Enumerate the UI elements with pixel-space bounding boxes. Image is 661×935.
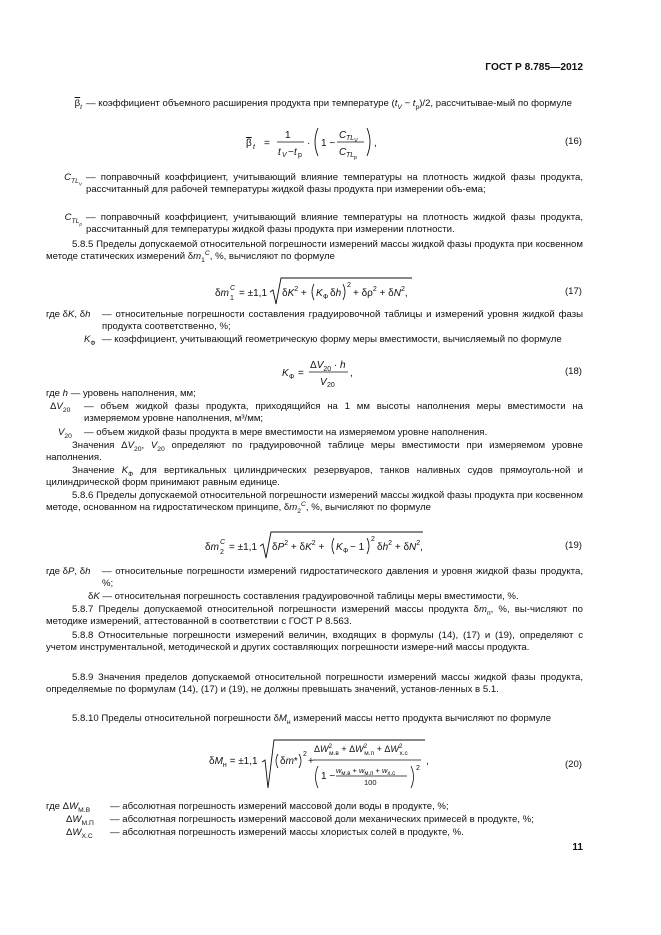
definition-symbol: $K_Ф$ bbox=[84, 334, 96, 347]
svg-text:K: K bbox=[316, 288, 323, 299]
paragraph-kf: Значение $K_Ф$ для вертикальных цилиндрических резервуаров, танков наливных судов прямоуголь-ной и цилиндрической форм принимают равным единице. bbox=[46, 465, 584, 489]
equation-16-graphic bbox=[0, 122, 661, 162]
svg-text:+: + bbox=[308, 756, 314, 767]
equation-number: (17) bbox=[564, 285, 582, 297]
equation-18-graphic bbox=[0, 352, 661, 392]
svg-text:= ±1,1: = ±1,1 bbox=[229, 542, 258, 553]
svg-text:t: t bbox=[278, 147, 281, 158]
page-number: 11 bbox=[572, 842, 583, 853]
svg-text:δMн = ±1,1: $\delta M_н = \pm 1,1$ bbox=[209, 756, 258, 769]
where-20-xs bbox=[46, 827, 583, 839]
equation-17-graphic bbox=[0, 272, 661, 312]
svg-text:100: 100 bbox=[364, 778, 377, 787]
definition-symbol: $C_{TL_р}$ bbox=[64, 212, 82, 227]
definition-beta bbox=[46, 98, 583, 110]
svg-text:V: V bbox=[282, 152, 287, 159]
definition-ctlr bbox=[46, 212, 583, 236]
definition-symbol: $\Delta W_{М.П}$ bbox=[66, 814, 94, 827]
svg-text:Ф: Ф bbox=[289, 374, 295, 381]
definition-text: — абсолютная погрешность измерений массы хлористых солей в продукте, %. bbox=[110, 827, 464, 838]
equation-19 bbox=[0, 526, 661, 566]
equation-number: (16) bbox=[564, 135, 582, 147]
svg-text:− 1: − 1 bbox=[350, 542, 365, 553]
definition-symbol: $\Delta V_{20}$ bbox=[50, 401, 71, 414]
paragraph-values: Значения $\Delta V_{20}$, $V_{20}$ определяют по градуировочной таблице меры вместимости при измеряемом уровне наполнения. bbox=[46, 440, 583, 464]
svg-text:δK2 +: $\delta K^2$ + bbox=[282, 286, 307, 299]
equation-17 bbox=[0, 272, 661, 312]
svg-text:C: C bbox=[339, 147, 347, 158]
svg-text:2: 2 bbox=[371, 536, 375, 543]
svg-text:1: 1 bbox=[230, 295, 234, 302]
definition-text: — абсолютная погрешность измерений массовой доли воды в продукте, %; bbox=[110, 801, 449, 812]
where-20-mv bbox=[46, 801, 583, 813]
svg-text:t: t bbox=[253, 144, 255, 151]
svg-text:TL: TL bbox=[346, 152, 355, 159]
svg-text:ΔV20 · h: $\Delta V_{20} \cdot h$ bbox=[310, 360, 346, 373]
definition-symbol: $V_{20}$ bbox=[58, 427, 72, 440]
definition-symbol: $C_{TL_V}$ bbox=[64, 172, 82, 187]
where-17-b bbox=[46, 334, 583, 346]
svg-text:K: K bbox=[336, 542, 343, 553]
definition-text: — поправочный коэффициент, учитывающий влияние температуры на плотность жидкой фазы продукта, рассчитанный для рабочей температуры жидкой фазы продукта при измерении объ-ема; bbox=[86, 172, 583, 196]
svg-text:δm*: δm* bbox=[280, 756, 298, 767]
svg-text:t: t bbox=[294, 147, 297, 158]
svg-text:2: 2 bbox=[303, 751, 307, 758]
equation-number: (18) bbox=[564, 365, 582, 377]
svg-text:=: = bbox=[298, 368, 304, 379]
svg-text:·: · bbox=[307, 138, 311, 149]
svg-text:Ф: Ф bbox=[343, 548, 349, 555]
equation-18 bbox=[0, 352, 661, 392]
svg-text:V: V bbox=[320, 377, 327, 388]
svg-text:wм.в + wм.п + wх.с: $w_{м.в} + w_{м.п} + w_{х.с}$ bbox=[336, 766, 396, 777]
definition-ctlv bbox=[46, 172, 583, 196]
svg-text:1: 1 bbox=[285, 130, 291, 141]
svg-text:δP2 + δK2 +: $\delta P^2 + \delta K^2$ + bbox=[272, 540, 325, 553]
svg-text:C: C bbox=[339, 130, 347, 141]
svg-text:2: 2 bbox=[416, 765, 420, 772]
paragraph-5-8-6: 5.8.6 Пределы допускаемой относительной погрешности измерений массы жидкой фазы продукта при косвенном методе, основанном на гидростатическом принципе, $\delta m_2^C$, %, вычисляют по формуле bbox=[46, 490, 583, 516]
svg-text:δm: δm bbox=[215, 288, 229, 299]
definition-text: — поправочный коэффициент, учитывающий влияние температуры на плотность жидкой фазы продукта, рассчитанный для температуры жидкой фазы продукта при измерении плотности. bbox=[86, 212, 583, 236]
definition-text: — относительные погрешности составления градуировочной таблицы и измерений уровня жидкой фазы продукта соответственно, %; bbox=[102, 309, 583, 333]
paragraph-5-8-10: 5.8.10 Пределы относительной погрешности $\delta M_н$ измерений массы нетто продукта вычисляют по формуле bbox=[72, 713, 552, 726]
svg-text:C: C bbox=[220, 539, 226, 546]
definition-symbol: где δP, δh bbox=[46, 566, 91, 577]
svg-text:TL: TL bbox=[346, 135, 355, 142]
svg-text:= ±1,1: = ±1,1 bbox=[239, 288, 268, 299]
svg-text:2: 2 bbox=[220, 549, 224, 556]
where-18-v bbox=[46, 427, 583, 439]
paragraph-5-8-7: 5.8.7 Пределы допускаемой относительной погрешности измерений массы продукта $\delta m_п$, %, вы-числяют по методике измерений, аттестованной в соответствии с ГОСТ Р 8.563. bbox=[46, 604, 583, 628]
svg-text:1 −: 1 − bbox=[321, 771, 336, 782]
definition-symbol: $\Delta W_{Х.С}$ bbox=[66, 827, 93, 840]
equation-20-graphic bbox=[0, 736, 661, 794]
definition-text: — коэффициент, учитывающий геометрическую форму меры вместимости, вычисляемый по формуле bbox=[102, 334, 562, 345]
document-id-header: ГОСТ Р 8.785—2012 bbox=[485, 62, 583, 73]
definition-text: — уровень наполнения, мм; bbox=[70, 388, 196, 399]
svg-text:,: , bbox=[426, 756, 429, 767]
svg-text:C: C bbox=[230, 285, 236, 292]
where-20-mp bbox=[46, 814, 583, 826]
paragraph-5-8-9: 5.8.9 Значения пределов допускаемой относительной погрешности измерений массы жидкой фазы продукта, определяемые по формулам (14), (17) и (19), не должны превышать значений, установ-ленных в 5.1. bbox=[46, 672, 583, 696]
equation-number: (20) bbox=[564, 758, 582, 770]
definition-text: — коэффициент объемного расширения продукта при температуре $(t_V - t_р)/2$, рассчитывае-мый по формуле bbox=[86, 98, 572, 111]
equation-19-graphic bbox=[0, 526, 661, 566]
definition-text: — объем жидкой фазы продукта, приходящийся на 1 мм высоты наполнения меры вместимости на измеряемом уровне наполнения, м³/мм; bbox=[84, 401, 583, 425]
paragraph-5-8-5: 5.8.5 Пределы допускаемой относительной погрешности измерений массы жидкой фазы продукта при косвенном методе статических измерений $\delta m_1^C$, %, вычисляют по формуле bbox=[46, 239, 583, 265]
where-18-h bbox=[46, 388, 583, 400]
definition-text: — относительные погрешности измерений гидростатического давления и уровня жидкой фазы продукта, %; bbox=[102, 566, 583, 590]
where-19-a bbox=[46, 566, 583, 590]
definition-symbol: где h bbox=[46, 388, 69, 399]
definition-text: — объем жидкой фазы продукта в мере вместимости на измеряемом уровне наполнения. bbox=[84, 427, 488, 438]
equation-20 bbox=[0, 736, 661, 794]
svg-text:Ф: Ф bbox=[323, 294, 329, 301]
equation-16 bbox=[0, 122, 661, 162]
svg-text:V: V bbox=[354, 138, 358, 144]
svg-text:р: р bbox=[298, 152, 302, 159]
svg-text:=: = bbox=[264, 138, 270, 149]
svg-text:20: 20 bbox=[327, 382, 335, 389]
definition-text: — абсолютная погрешность измерений массовой доли механических примесей в продукте, %; bbox=[110, 814, 534, 825]
svg-text:δm: δm bbox=[205, 542, 219, 553]
svg-text:,: , bbox=[374, 138, 377, 149]
svg-text:K: K bbox=[282, 368, 289, 379]
definition-symbol: где δK, δh bbox=[46, 309, 91, 320]
svg-text:δh2 + δN2,: $\delta h^2 + \delta N^2$, bbox=[377, 540, 423, 553]
where-18-dv bbox=[46, 401, 583, 425]
definition-symbol: $\overline{\beta}_t$ bbox=[74, 98, 82, 111]
where-17-a bbox=[46, 309, 583, 333]
paragraph-5-8-8: 5.8.8 Относительные погрешности измерений величин, входящих в формулы (14), (17) и (19), определяют с учетом инструментальной, методической и других составляющих погрешности измере-ний массы продукта. bbox=[46, 630, 583, 654]
equation-number: (19) bbox=[564, 539, 582, 551]
svg-text:,: , bbox=[350, 368, 353, 379]
svg-text:δh: δh bbox=[330, 288, 342, 299]
svg-text:ΔW2м.в + ΔW2м.п + ΔW2х.с: $\Delta W^2$ $м.в + \Delta W^2$ $м.п + \Delta W^2$ х.с bbox=[314, 743, 408, 757]
svg-text:2: 2 bbox=[347, 282, 351, 289]
svg-text:+ δρ2 + δN2,: + $\delta\rho^2 + \delta N^2$, bbox=[353, 286, 408, 299]
svg-text:−: − bbox=[288, 147, 294, 158]
svg-text:р: р bbox=[354, 155, 358, 161]
svg-text:1 −: 1 − bbox=[321, 138, 336, 149]
svg-text:β: β bbox=[246, 138, 252, 149]
where-19-b: δK — относительная погрешность составления градуировочной таблицы меры вместимости, %. bbox=[88, 591, 519, 602]
definition-symbol: где $\Delta W_{М.В}$ bbox=[46, 801, 91, 814]
